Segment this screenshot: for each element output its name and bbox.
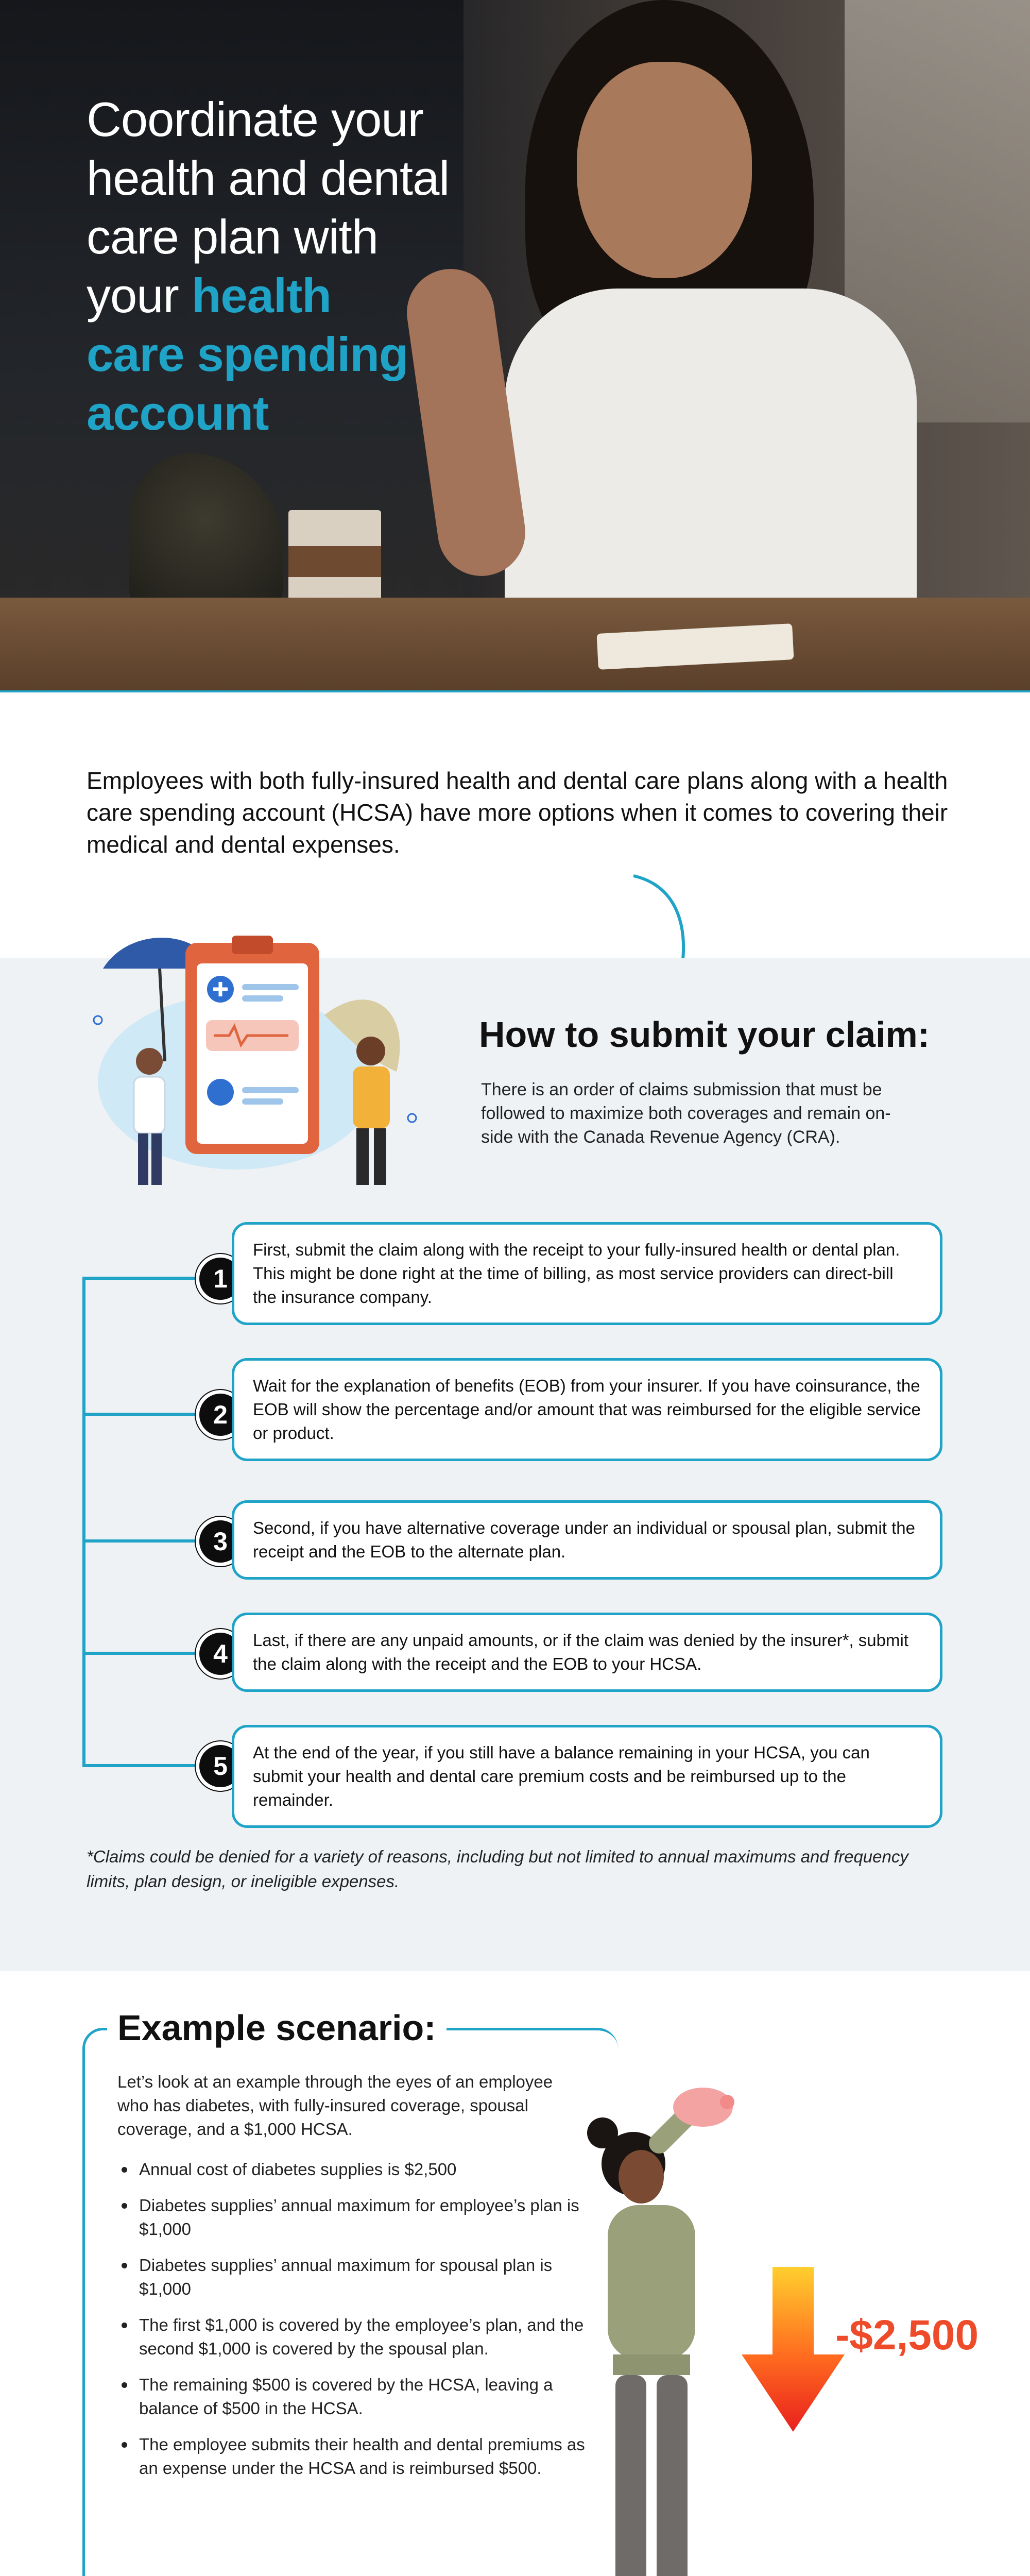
list-item: The remaining $500 is covered by the HCSA, leaving a balance of $500 in the HCSA. bbox=[117, 2373, 586, 2420]
hero-title-highlight: care spending bbox=[87, 327, 408, 381]
hero-divider bbox=[0, 690, 1030, 692]
hero-title bbox=[87, 90, 478, 443]
hero-person-face bbox=[577, 62, 752, 278]
down-arrow-icon bbox=[742, 2267, 845, 2432]
steps-timeline-line bbox=[82, 1277, 85, 1767]
example-bullet-list bbox=[117, 2158, 586, 2493]
step-text: At the end of the year, if you still have a balance remaining in your HCSA, you can submit your health and dental care premium costs and be reimbursed up to the remainder. bbox=[232, 1725, 942, 1828]
step-number: 2 bbox=[196, 1390, 245, 1439]
step-text: Wait for the explanation of benefits (EOB) from your insurer. If you have coinsurance, the EOB will show the percentage and/or amount that was reimbursed for the eligible service or product. bbox=[232, 1358, 942, 1461]
woman-with-piggy-bank-illustration bbox=[566, 2087, 752, 2576]
hero-cup-sleeve bbox=[288, 546, 381, 577]
hero-title-line: health and dental bbox=[87, 151, 450, 205]
hero-title-line: Coordinate your bbox=[87, 92, 423, 146]
hero-table bbox=[0, 598, 1030, 690]
example-title: Example scenario: bbox=[107, 2007, 447, 2048]
step-text: Second, if you have alternative coverage under an individual or spousal plan, submit the receipt and the EOB to the alternate plan. bbox=[232, 1500, 942, 1580]
list-item: Diabetes supplies’ annual maximum for employee’s plan is $1,000 bbox=[117, 2194, 586, 2241]
step-number: 1 bbox=[196, 1254, 245, 1303]
step-text: First, submit the claim along with the receipt to your fully-insured health or dental plan. This might be done right at the time of billing, as most service providers can direct-bill the insurance company. bbox=[232, 1222, 942, 1325]
example-intro: Let’s look at an example through the eyes of an employee who has diabetes, with fully-insured coverage, spousal coverage, and a $1,000 HCSA. bbox=[117, 2072, 553, 2139]
step-number: 4 bbox=[196, 1629, 245, 1679]
intro-text: Employees with both fully-insured health and dental care plans along with a health care spending account (HCSA) have more options when it comes to covering their medical and dental expenses. bbox=[87, 767, 948, 858]
hero-title-line: your bbox=[87, 268, 192, 323]
total-cost-amount: -$2,500 bbox=[835, 2312, 979, 2359]
step-number: 3 bbox=[196, 1517, 245, 1566]
claim-footnote: *Claims could be denied for a variety of reasons, including but not limited to annual maximums and frequency limits, plan design, or ineligible expenses. bbox=[87, 1847, 908, 1891]
list-item: The first $1,000 is covered by the employee’s plan, and the second $1,000 is covered by the spousal plan. bbox=[117, 2313, 586, 2361]
list-item: Annual cost of diabetes supplies is $2,500 bbox=[117, 2158, 586, 2181]
list-item: The employee submits their health and dental premiums as an expense under the HCSA and is reimbursed $500. bbox=[117, 2433, 586, 2480]
step-text: Last, if there are any unpaid amounts, or if the claim was denied by the insurer*, submit the claim along with the receipt and the EOB to your HCSA. bbox=[232, 1613, 942, 1692]
step-number: 5 bbox=[196, 1741, 245, 1791]
hero-title-line: care plan with bbox=[87, 210, 378, 264]
claim-title: How to submit your claim: bbox=[479, 1014, 930, 1055]
hero-person-shirt bbox=[505, 289, 917, 618]
hero-title-highlight: health bbox=[191, 268, 331, 323]
claim-illustration bbox=[82, 907, 433, 1195]
hero-title-highlight: account bbox=[87, 386, 269, 440]
hero-banner bbox=[0, 0, 1030, 690]
claim-description: There is an order of claims submission that must be followed to maximize both coverages and remain on-side with the Canada Revenue Agency (CRA). bbox=[481, 1080, 891, 1147]
list-item: Diabetes supplies’ annual maximum for spousal plan is $1,000 bbox=[117, 2253, 586, 2301]
